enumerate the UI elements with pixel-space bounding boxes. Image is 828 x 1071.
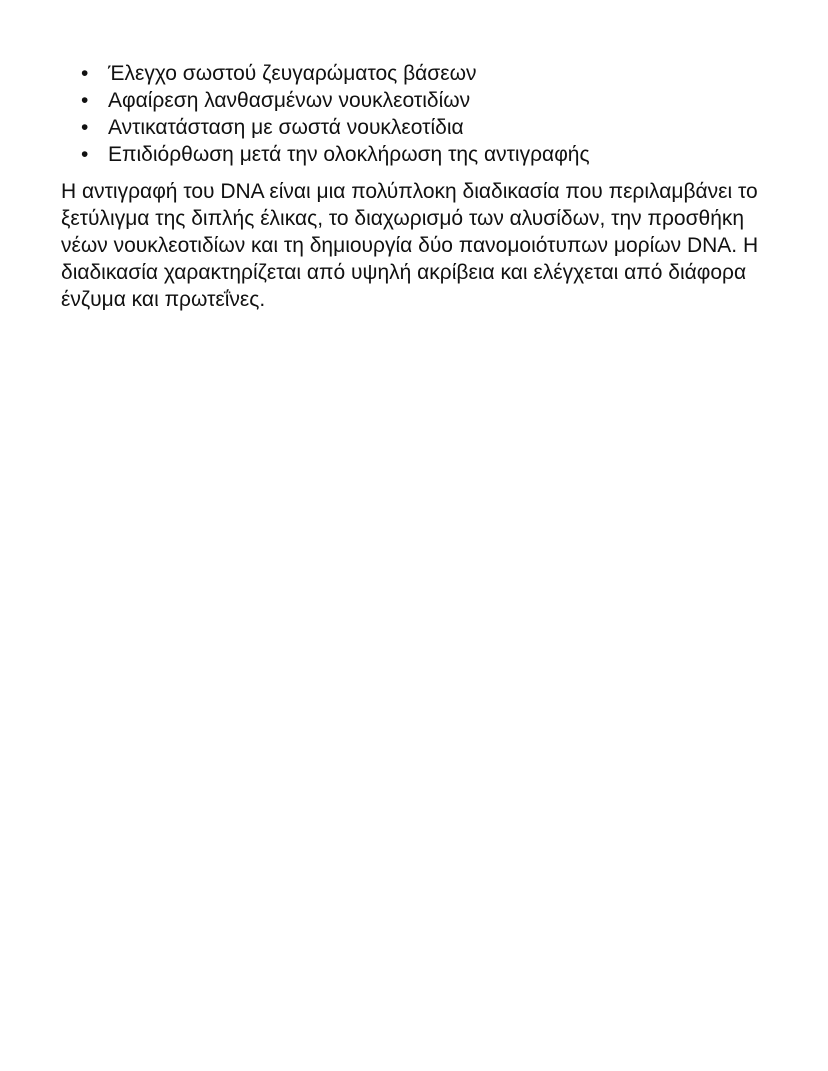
list-item bbox=[61, 114, 761, 141]
list-item bbox=[61, 141, 761, 168]
bullet-list bbox=[61, 60, 761, 168]
list-item-text: Έλεγχο σωστού ζευγαρώματος βάσεων bbox=[108, 62, 477, 85]
list-item bbox=[61, 60, 761, 87]
list-item-text: Αφαίρεση λανθασμένων νουκλεοτιδίων bbox=[108, 89, 471, 112]
bullet-icon: • bbox=[81, 89, 89, 112]
list-item-text: Επιδιόρθωση μετά την ολοκλήρωση της αντιγραφής bbox=[108, 143, 590, 166]
document-content bbox=[61, 60, 761, 313]
summary-paragraph: Η αντιγραφή του DNA είναι μια πολύπλοκη διαδικασία που περιλαμβάνει το ξετύλιγμα της διπλής έλικας, το διαχωρισμό των αλυσίδων, την προσθήκη νέων νουκλεοτιδίων και τη δημιουργία δύο πανομοιότυπων μορίων DNA. Η διαδικασία χαρακτηρίζεται από υψηλή ακρίβεια και ελέγχεται από διάφορα ένζυμα και πρωτεΐνες. bbox=[61, 180, 759, 311]
bullet-icon: • bbox=[81, 143, 89, 166]
bullet-icon: • bbox=[81, 62, 89, 85]
bullet-icon: • bbox=[81, 116, 89, 139]
list-item bbox=[61, 87, 761, 114]
list-item-text: Αντικατάσταση με σωστά νουκλεοτίδια bbox=[108, 116, 464, 139]
